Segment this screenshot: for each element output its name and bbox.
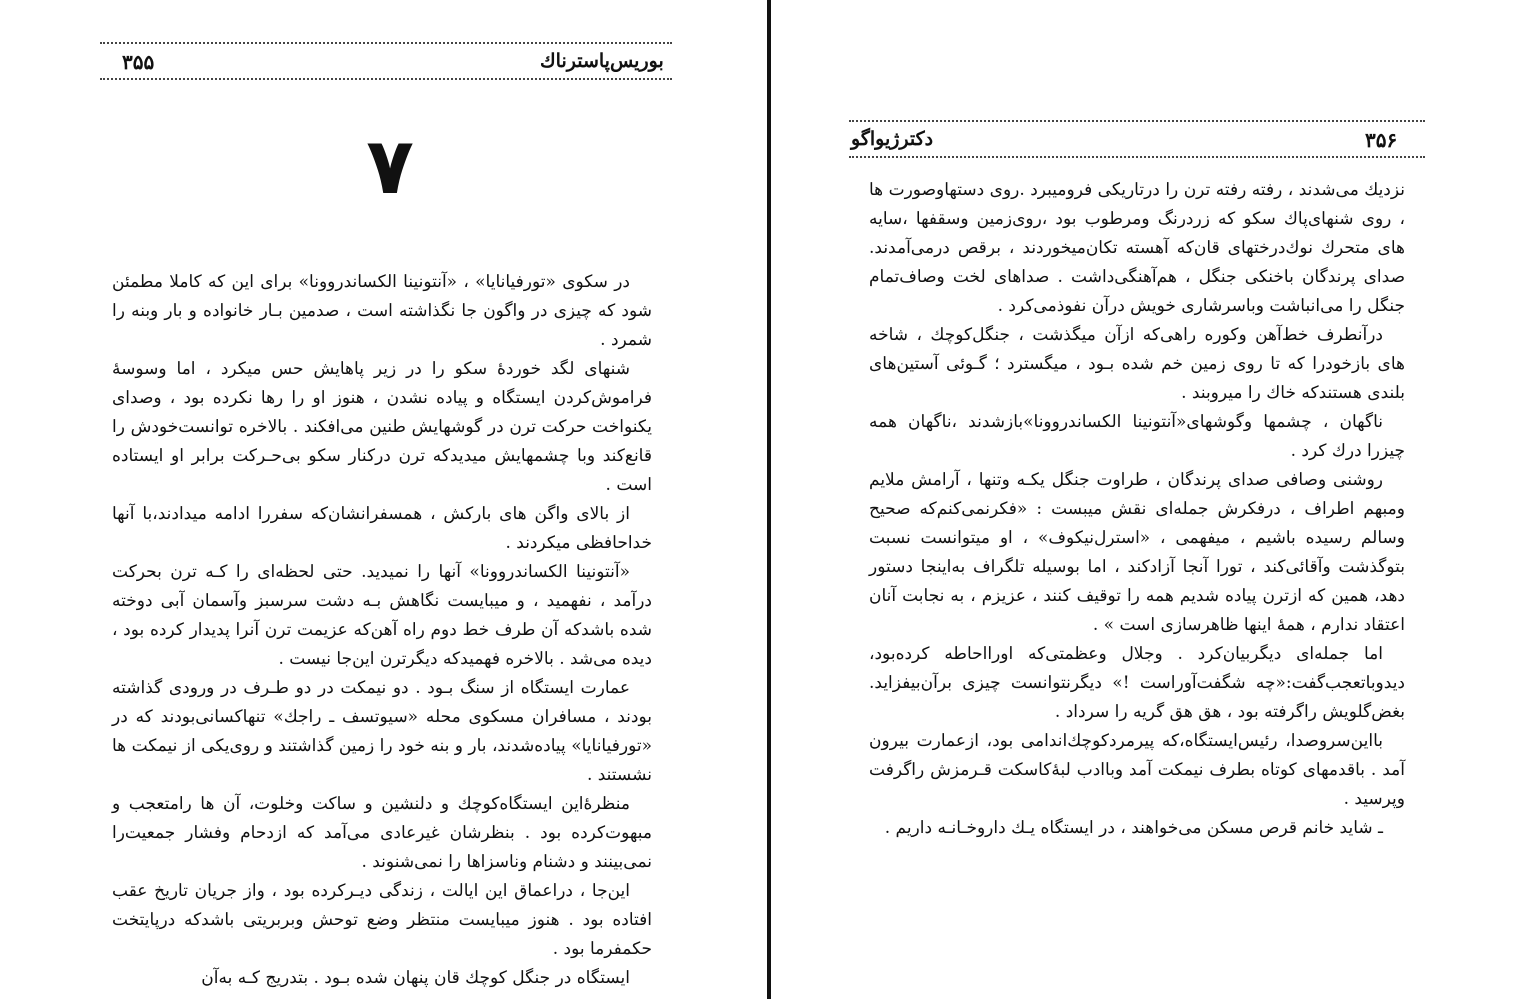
paragraph: بااین‌سروصدا، رئیس‌ایستگاه،که پیرمردکوچك‌اندامی بود، ازعمارت بیرون آمد . باقدمهای کوتاه بطرف نیمکت آمد وباادب لبهٔ‌کاسکت قـرمزش راگرفت وپرسید . — [869, 731, 1405, 809]
paragraph: این‌جا ، درا‌عماق این ایالت ، زندگی دیـرکرده بود ، واز جریان تاریخ عقب افتاده بود . هنوز میبایست منتظر وضع توحش وبربریتی باشد‌که درپایتخت حکمفرما بود . — [112, 881, 652, 959]
chapter-number: ۷ — [366, 122, 414, 212]
page-number: ۳۵۶ — [1365, 128, 1398, 152]
right-page — [771, 0, 1539, 999]
paragraph: در سکوی «تورفیانایا» ، «آنتونینا الکساندروونا» برای این که کاملا مطمئن شود که چیزی در واگون جا نگذاشته است ، صدمین بـار خانواده و بار وبنه را شمرد . — [112, 272, 652, 350]
paragraph: اما جمله‌ای دیگربیان‌کرد . وجلال وعظمتی‌که اوراا‌حاطه کرده‌بود، دیدوباتعجب‌گفت:«چه شگفت‌آوراست !» دیگرنتوانست چیزی بر‌آن‌بیفزاید. بغض‌گلویش راگرفته بود ، هق هق گریه را سرداد . — [869, 644, 1405, 722]
paragraph: عمارت ایستگاه از سنگ بـود . دو نیمکت در دو طـرف در ورودی گذاشته بودند ، مسافران مسکوی محله «سیوتسف ـ راجك» تنهاکسانی‌بودند که در «تورفیانایا» پیاده‌شدند، بار و بنه خود را زمین گذاشتند و روی‌یکی از نیمکت ها نشستند . — [112, 678, 652, 785]
header-rule-top — [849, 120, 1425, 122]
paragraph: ـ شاید خانم قرص مسکن می‌خواهند ، در ایستگاه یـك داروخـانـه داریم . — [884, 818, 1383, 838]
header-rule-bottom — [849, 156, 1425, 158]
paragraph: نزدیك می‌شدند ، رفته رفته ترن را درتاریکی فرومیبرد .روی دستهاوصورت ها ، روی شنهای‌پاك سکو که زرد‌رنگ ومرطوب بود ،روی‌زمین وسقفها ،سایه های متحرك نوك‌درختهای قان‌که آهسته تکان‌میخوردند ، برقص درمی‌آمدند. صدای پرندگان باخنکی جنگل ، هم‌آهنگی‌داشت . صداهای لخت وصاف‌تمام جنگل را می‌انباشت وباسرشاری خویش درآن نفوذمی‌کرد . — [869, 180, 1405, 316]
header-rule-bottom — [100, 78, 672, 80]
header-rule-top — [100, 42, 672, 44]
paragraph: از بالای واگن های بارکش ، همسفرانشان‌که سفررا ادامه میدادند،با آنها خداحافظی میکردند . — [112, 504, 652, 553]
paragraph: منظرهٔ‌این ایستگاه‌کوچك و دلنشین و ساکت وخلوت، آن ها رامتعجب و مبهوت‌کرده بود . بنظرشان غیرعادی می‌آمد که ازدحام وفشار جمعیت‌را نمی‌بینند و دشنام وناسزاها را نمی‌شنوند . — [112, 794, 652, 872]
running-header-title: بوریس‌پاسترناك — [540, 50, 664, 72]
page-number: ۳۵۵ — [122, 50, 155, 74]
body-text — [869, 176, 1405, 843]
paragraph: ایستگاه در جنگل کوچك قان پنهان شده بـود . بتدریج کـه به‌آن — [201, 968, 630, 988]
paragraph: روشنی وصافی صدای پرندگان ، طراوت جنگل یکـه وتنها ، آرامش ملایم ومبهم اطراف ، درفکرش جمله‌ای نقش میبست : «فکرنمی‌کنم‌که صحیح وسالم رسیده باشیم ، میفهمی ، «استرل‌نیکوف» ، او میتوانست نسبت بتوگذشت وآقائی‌کند ، تورا آنجا آزادکند ، اما بوسیله تلگراف به‌اینجا دستور دهد، همین که ازترن پیاده شدیم همه را توقیف کنند ، عزیزم ، به نجابت آنان اعتقاد ندارم ، همهٔ اینها ظاهرسازی است » . — [869, 470, 1405, 635]
running-header-title: دکترژیواگو — [851, 128, 934, 150]
paragraph: ناگهان ، چشمها وگوشهای«آنتونینا الکساندروونا»بازشدند ،ناگهان همه چیزرا درك کرد . — [869, 412, 1405, 461]
paragraph: شنهای لگد خوردهٔ سکو را در زیر پاهایش حس میکرد ، اما وسوسهٔ فراموش‌کردن ایستگاه و پیاده نشدن ، هنوز او را رها نکرده بود ، وصدای یکنواخت حرکت ترن در گوشهایش طنین می‌افکند . بالاخره توانست‌خودش را قانع‌کند وبا چشمهایش میدید‌که ترن درکنار سکو بی‌حـرکت برابر او ایستاده است . — [112, 359, 652, 495]
body-text — [112, 268, 652, 993]
paragraph: «آنتونینا الکساندروونا» آنها را نمیدید. حتی لحظه‌ای را کـه ترن بحرکت درآمد ، نفهمید ، و میبایست نگاهش بـه دشت سرسبز وآسمان آبی دوخته شده باشد‌که آن طرف خط دوم راه آهن‌که عزیمت ترن آنرا پدیدار کرده بود ، دیده می‌شد . بالاخره فهمیدکه دیگرترن این‌جا نیست . — [112, 562, 652, 669]
left-page — [0, 0, 768, 999]
paragraph: درآنطرف خط‌آهن وکوره راهی‌که ازآن میگذشت ، جنگل‌کوچك ، شاخه های بازخودرا که تا روی زمین خم شده بـود ، میگسترد ؛ گـوئی آستین‌های بلندی هستندکه خاك را میروبند . — [869, 325, 1405, 403]
